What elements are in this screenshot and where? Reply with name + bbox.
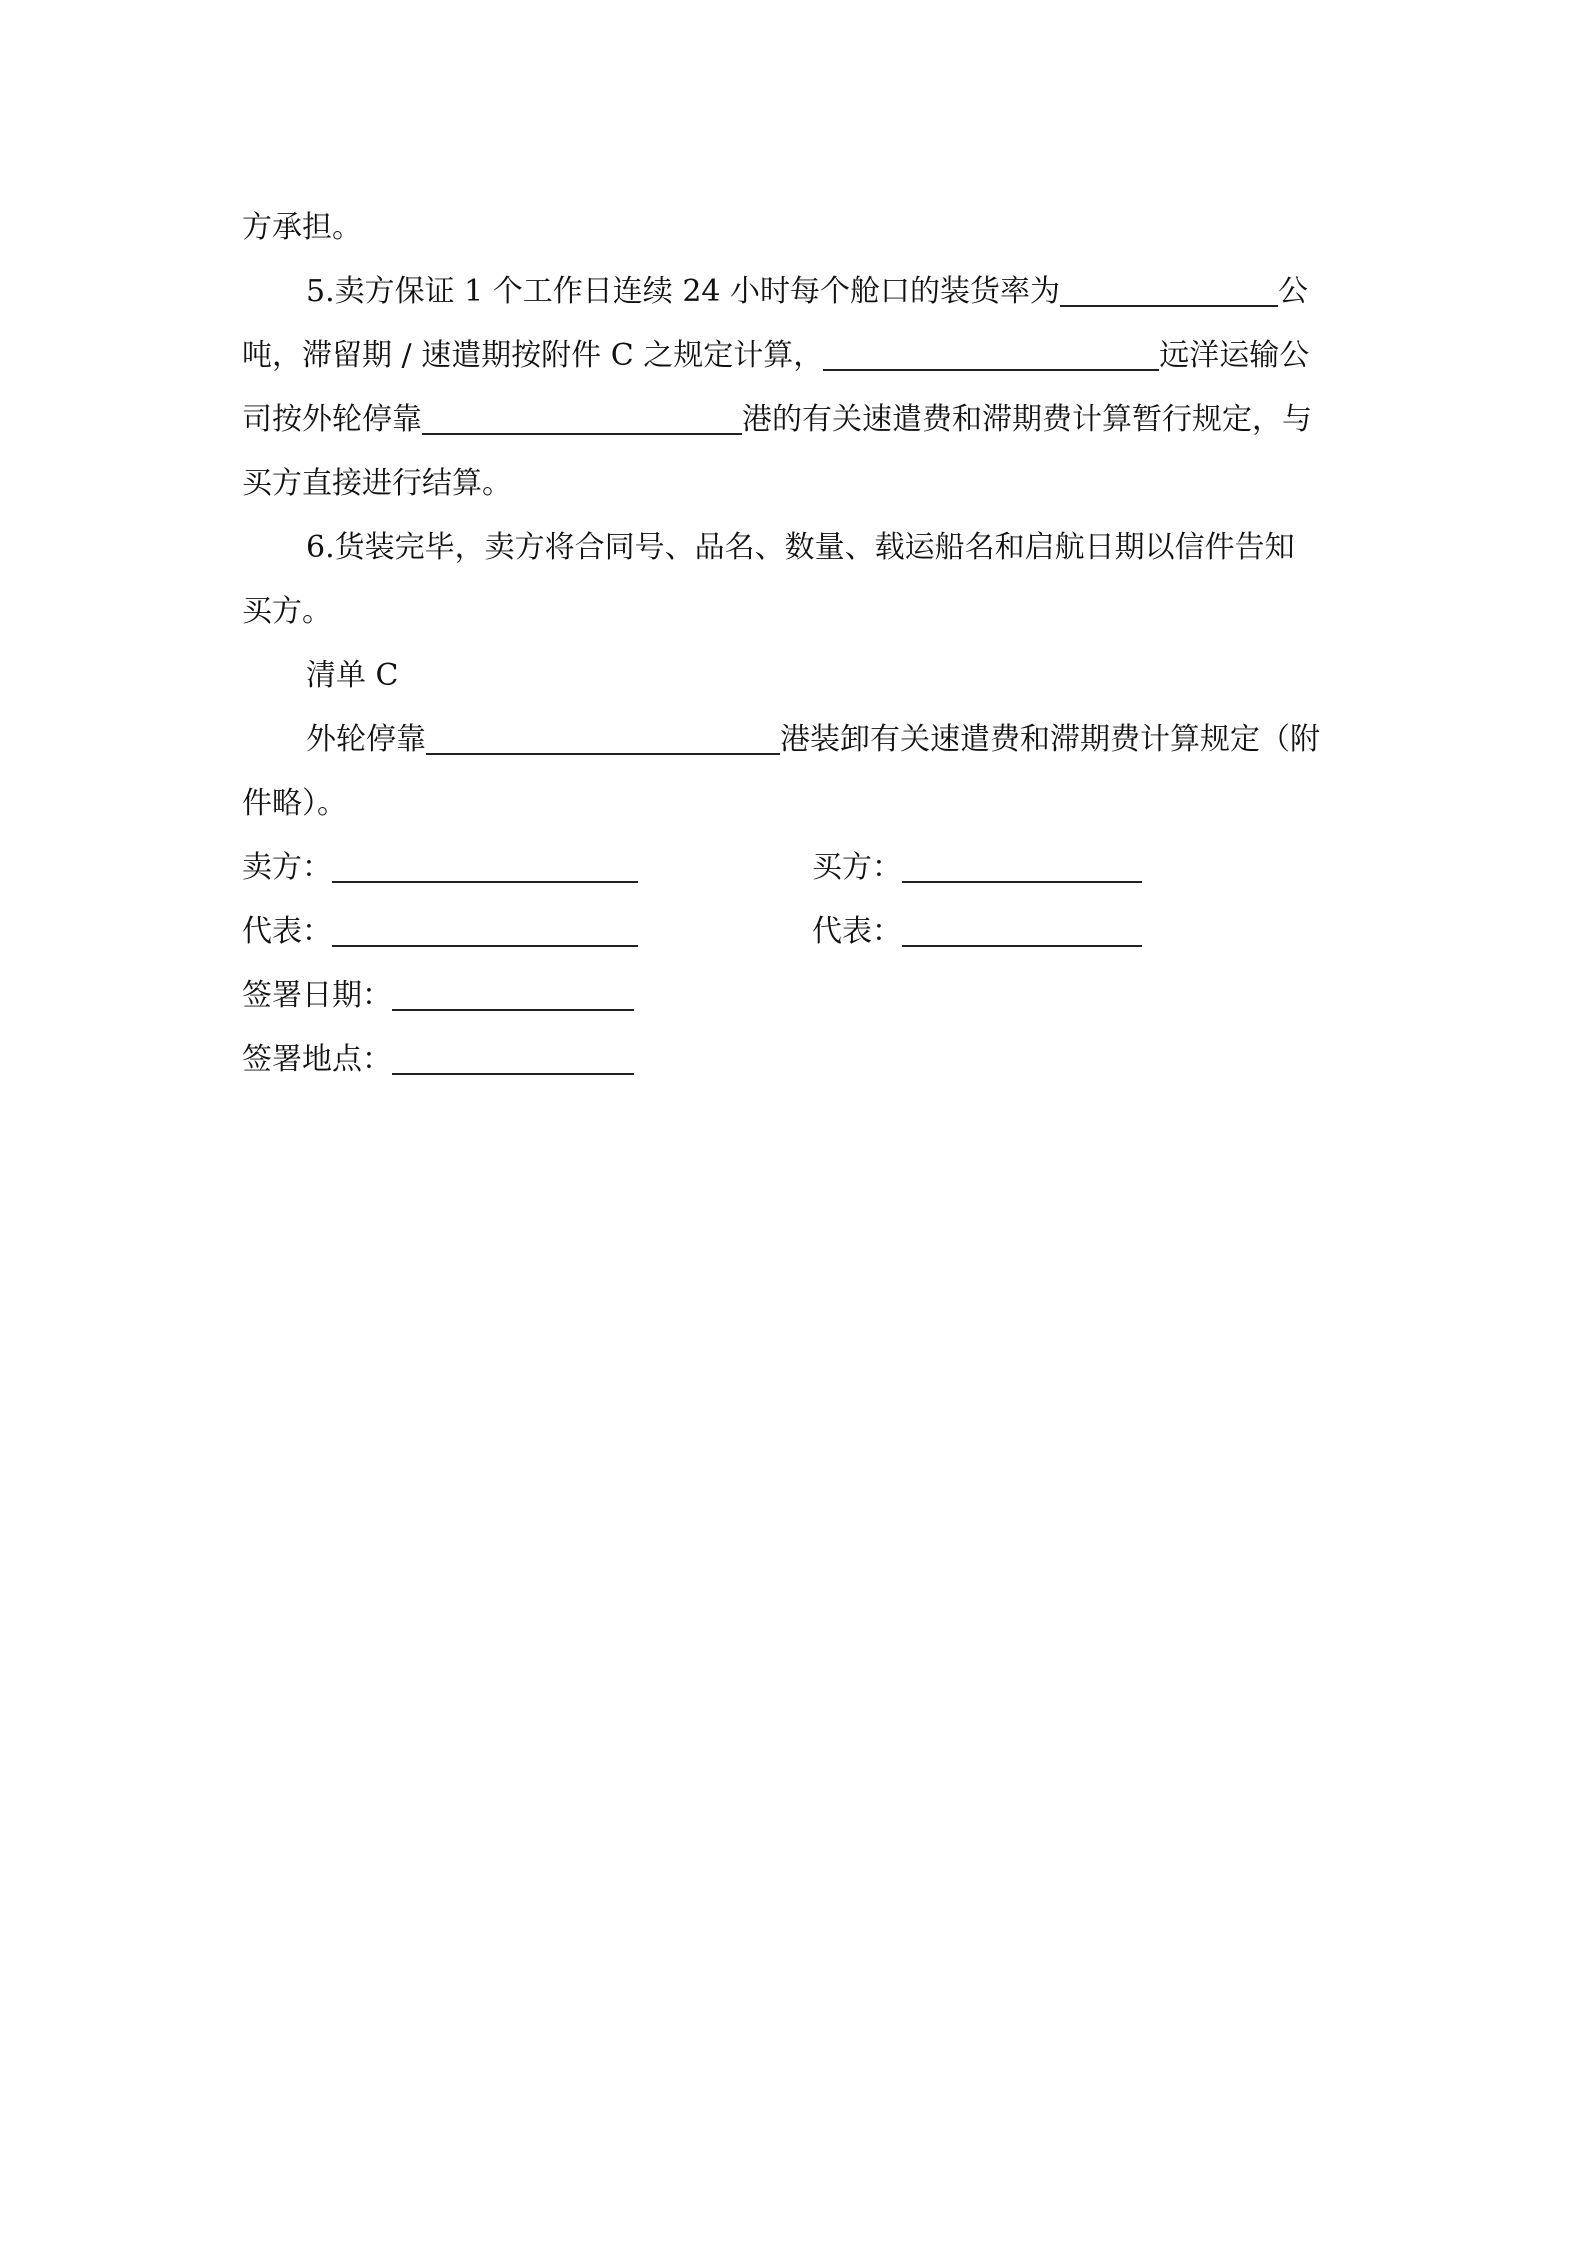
text: 件略）。 bbox=[242, 786, 347, 821]
text: 方承担。 bbox=[242, 210, 362, 245]
port-blank bbox=[422, 397, 742, 435]
text: 买方直接进行结算。 bbox=[242, 466, 512, 501]
buyer-rep-group bbox=[812, 900, 1142, 964]
text: 远洋运输公 bbox=[1159, 338, 1310, 373]
text: 港装卸有关速遣费和滞期费计算规定（附 bbox=[780, 722, 1320, 757]
place-label: 签署地点： bbox=[242, 1042, 392, 1077]
signature-row-representatives bbox=[242, 900, 1357, 964]
text: 外轮停靠 bbox=[306, 722, 426, 757]
paragraph-5-line-4 bbox=[242, 452, 1357, 516]
paragraph-6-line-1 bbox=[242, 516, 1357, 580]
date-blank bbox=[392, 973, 634, 1011]
seller-blank bbox=[332, 845, 638, 883]
list-c-port-blank bbox=[426, 717, 780, 755]
text: 港的有关速遣费和滞期费计算暂行规定，与 bbox=[742, 402, 1312, 437]
signature-row-date bbox=[242, 964, 1357, 1028]
seller-rep-label: 代表： bbox=[242, 914, 332, 949]
document-page bbox=[242, 196, 1357, 1092]
paragraph-4-tail bbox=[242, 196, 1357, 260]
buyer-rep-label: 代表： bbox=[812, 914, 902, 949]
signature-row-parties bbox=[242, 836, 1357, 900]
paragraph-5-line-2 bbox=[242, 324, 1357, 388]
list-c-title bbox=[242, 644, 1357, 708]
paragraph-5-line-1 bbox=[242, 260, 1357, 324]
buyer-group bbox=[812, 836, 1142, 900]
text: 公 bbox=[1278, 274, 1309, 309]
buyer-label: 买方： bbox=[812, 850, 902, 885]
seller-rep-blank bbox=[332, 909, 638, 947]
signature-row-place bbox=[242, 1028, 1357, 1092]
text: 5.卖方保证 1 个工作日连续 24 小时每个舱口的装货率为 bbox=[306, 274, 1061, 309]
shipping-company-blank bbox=[823, 333, 1159, 371]
list-c-line-2 bbox=[242, 772, 1357, 836]
text: 6.货装完毕，卖方将合同号、品名、数量、载运船名和启航日期以信件告知 bbox=[306, 530, 1295, 565]
buyer-blank bbox=[902, 845, 1142, 883]
loading-rate-blank bbox=[1060, 269, 1278, 307]
list-c-line-1 bbox=[242, 708, 1357, 772]
date-label: 签署日期： bbox=[242, 978, 392, 1013]
paragraph-5-line-3 bbox=[242, 388, 1357, 452]
text: 司按外轮停靠 bbox=[242, 402, 422, 437]
seller-label: 卖方： bbox=[242, 850, 332, 885]
text: 吨，滞留期 / 速遣期按附件 C 之规定计算， bbox=[242, 338, 824, 373]
text: 买方。 bbox=[242, 594, 332, 629]
place-blank bbox=[392, 1037, 634, 1075]
buyer-rep-blank bbox=[902, 909, 1142, 947]
text: 清单 C bbox=[306, 658, 399, 693]
paragraph-6-line-2 bbox=[242, 580, 1357, 644]
